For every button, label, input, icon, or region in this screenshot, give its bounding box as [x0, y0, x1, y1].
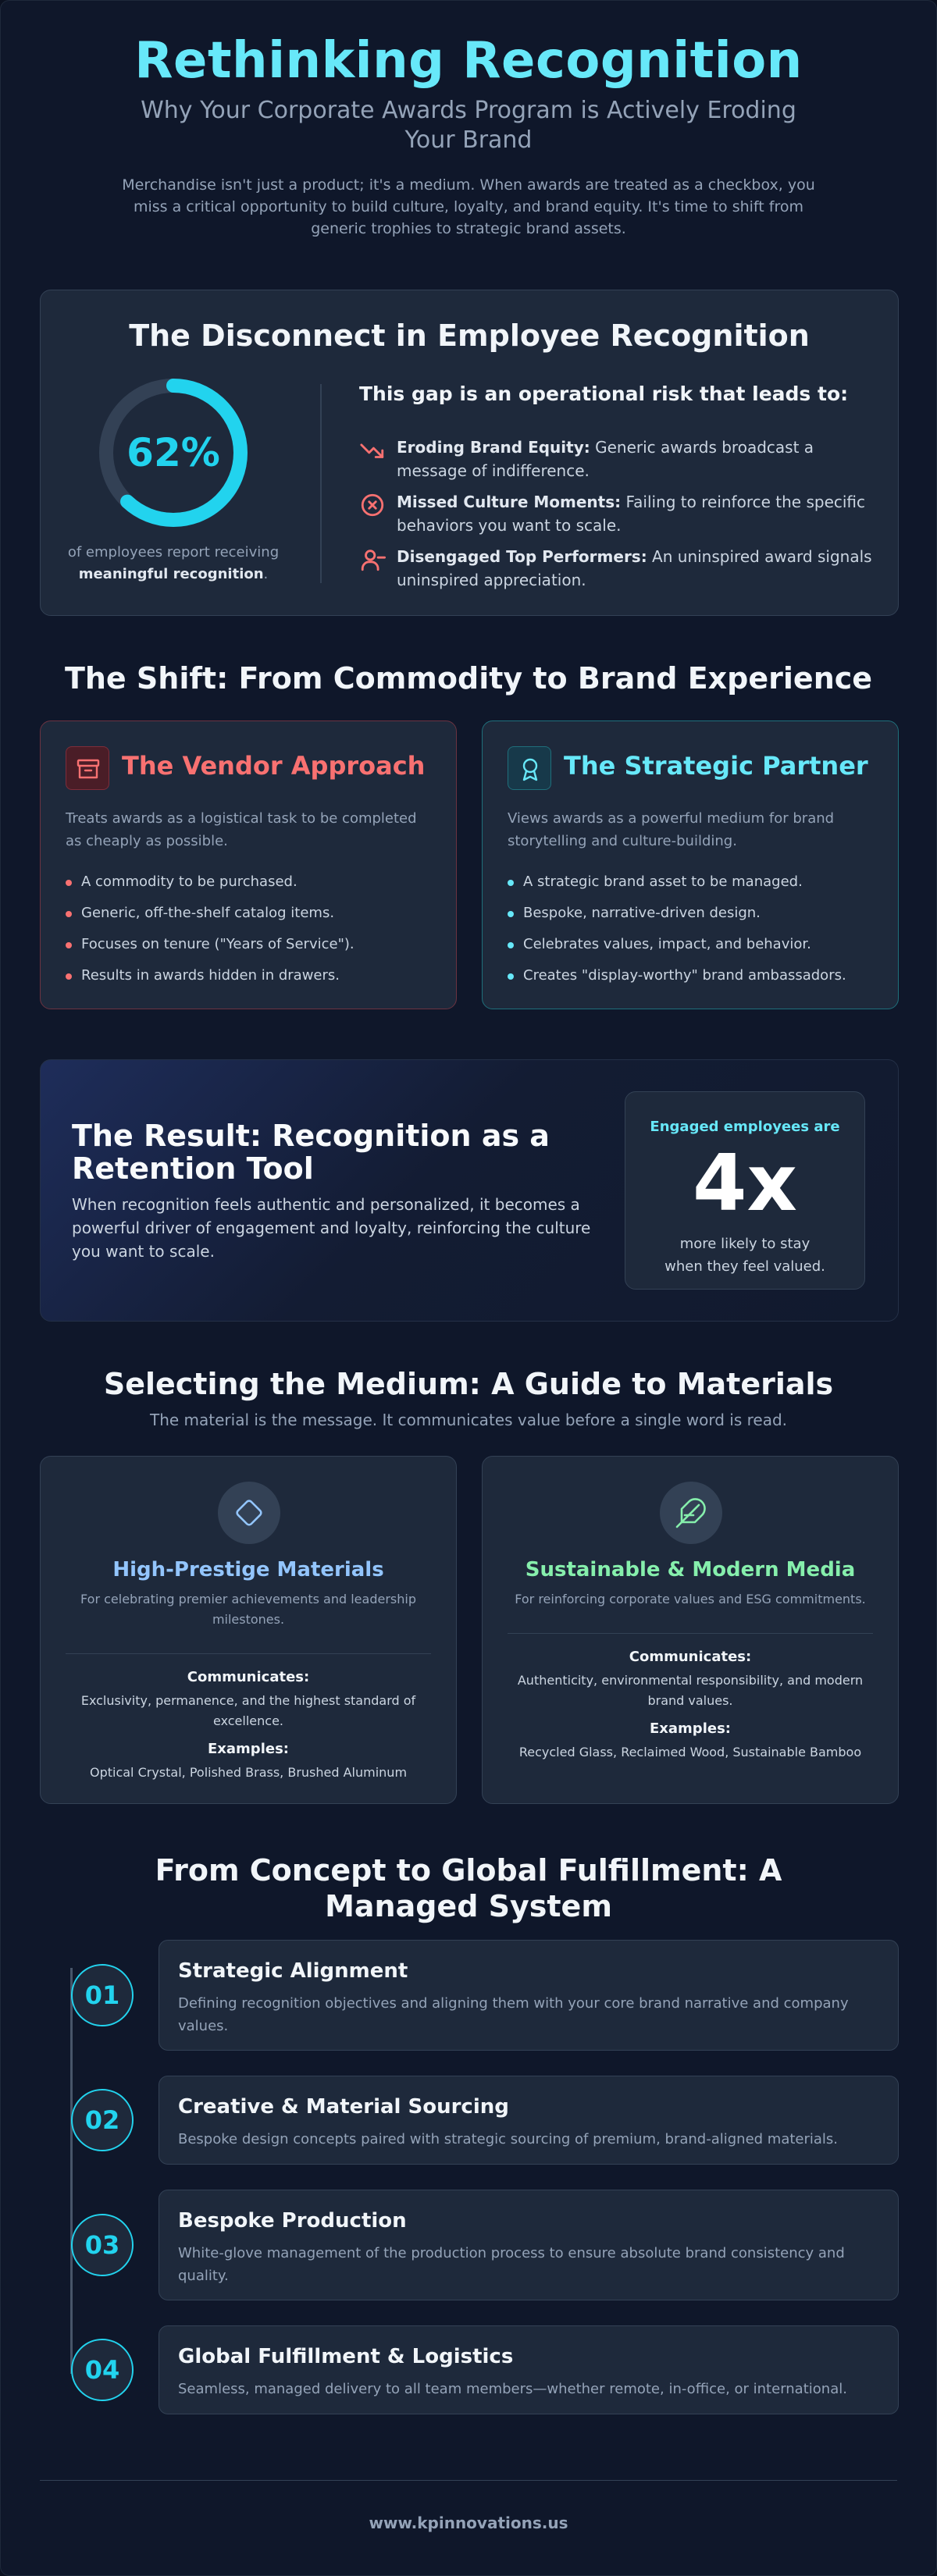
ring-percentage: 62%	[126, 430, 220, 475]
ring-caption	[56, 542, 290, 585]
step-card	[159, 2076, 899, 2165]
footer-divider	[40, 2480, 897, 2481]
caption-text: of employees report receiving	[67, 544, 280, 560]
bullet-dot	[66, 911, 72, 917]
process-title: From Concept to Global Fulfillment: A Managed System	[155, 1853, 782, 1923]
partner-list	[508, 866, 882, 991]
strategic-partner-card	[482, 720, 899, 1009]
diamond-icon	[218, 1482, 280, 1544]
material-title: Sustainable & Modern Media	[525, 1558, 856, 1582]
vendor-desc: Treats awards as a logistical task to be completed as cheaply as possible.	[66, 810, 417, 849]
list-item-text: Focuses on tenure ("Years of Service").	[81, 936, 354, 952]
examples-value: Recycled Glass, Reclaimed Wood, Sustainable Bamboo	[518, 1745, 862, 1759]
vertical-divider	[320, 384, 322, 583]
step-desc: White-glove management of the production process to ensure absolute brand consistency and quality.	[178, 2245, 845, 2284]
trend-down-icon	[359, 437, 386, 464]
material-desc: For celebrating premier achievements and leadership milestones.	[80, 1592, 416, 1627]
result-title: The Result: Recognition as a Retention Tool	[72, 1119, 550, 1186]
step-number: 04	[71, 2339, 134, 2401]
step-desc: Defining recognition objectives and aligning them with your core brand narrative and company values.	[178, 1995, 849, 2034]
risk-desc: An uninspired award signals uninspired appreciation.	[397, 547, 872, 589]
materials-title: Selecting the Medium: A Guide to Materials	[103, 1367, 834, 1401]
disconnect-title: The Disconnect in Employee Recognition	[129, 318, 810, 353]
retention-stat-box	[625, 1091, 865, 1290]
risk-label: Eroding Brand Equity:	[397, 438, 590, 457]
risk-text	[397, 436, 875, 482]
archive-box-icon	[66, 746, 109, 790]
timeline-line	[70, 1968, 73, 2374]
list-item	[66, 960, 440, 991]
list-item-text: Celebrates values, impact, and behavior.	[523, 936, 811, 952]
step-title: Bespoke Production	[178, 2209, 407, 2233]
list-item	[66, 866, 440, 898]
materials-subtitle: The material is the message. It communicates value before a single word is read.	[149, 1411, 787, 1429]
list-item-text: Results in awards hidden in drawers.	[81, 967, 340, 984]
step-desc: Seamless, managed delivery to all team members—whether remote, in-office, or international.	[178, 2381, 847, 2397]
shift-title: The Shift: From Commodity to Brand Experience	[64, 661, 873, 696]
caption-end: .	[263, 566, 269, 582]
footer-url[interactable]: www.kpinnovations.us	[369, 2514, 568, 2532]
list-item-text: Generic, off-the-shelf catalog items.	[81, 905, 335, 921]
examples-label: Examples:	[650, 1720, 731, 1737]
caption-bold: meaningful recognition	[78, 566, 264, 582]
step-title: Creative & Material Sourcing	[178, 2095, 509, 2119]
page-subtitle: Why Your Corporate Awards Program is Actively Eroding Your Brand	[141, 97, 796, 154]
vendor-approach-card	[40, 720, 457, 1009]
stat-label: Engaged employees are	[650, 1119, 840, 1135]
page-title: Rethinking Recognition	[134, 32, 803, 90]
stat-value: 4x	[692, 1137, 798, 1229]
prestige-materials-card	[40, 1456, 457, 1804]
material-title: High-Prestige Materials	[112, 1558, 384, 1582]
list-item	[508, 929, 882, 960]
intro-paragraph: Merchandise isn't just a product; it's a medium. When awards are treated as a checkbox, you miss a critical opportunity to build culture, loyalty, and brand equity. It's time to shift from generic trophies to strategic brand assets.	[122, 176, 815, 237]
sustainable-materials-card	[482, 1456, 899, 1804]
partner-desc: Views awards as a powerful medium for brand storytelling and culture-building.	[508, 810, 835, 849]
examples-label: Examples:	[208, 1741, 289, 1757]
step-number: 01	[71, 1964, 134, 2026]
step-card	[159, 1940, 899, 2051]
list-item	[66, 898, 440, 929]
step-card	[159, 2190, 899, 2300]
risk-label: Disengaged Top Performers:	[397, 547, 647, 566]
step-desc: Bespoke design concepts paired with strategic sourcing of premium, brand-aligned materials.	[178, 2131, 839, 2147]
list-item-text: Bespoke, narrative-driven design.	[523, 905, 761, 921]
list-item	[66, 929, 440, 960]
material-desc: For reinforcing corporate values and ESG commitments.	[515, 1592, 866, 1606]
result-section	[40, 1059, 899, 1322]
partner-title: The Strategic Partner	[564, 751, 868, 781]
communicates-value: Exclusivity, permanence, and the highest standard of excellence.	[80, 1693, 416, 1728]
bullet-dot	[508, 942, 514, 948]
vendor-title: The Vendor Approach	[122, 751, 426, 781]
list-item	[508, 898, 882, 929]
step-title: Strategic Alignment	[178, 1959, 408, 1983]
bullet-dot	[66, 942, 72, 948]
risk-desc: Generic awards broadcast a message of indifference.	[397, 438, 814, 480]
risk-heading: This gap is an operational risk that leads to:	[359, 382, 849, 405]
risk-text	[397, 545, 875, 592]
communicates-label: Communicates:	[187, 1669, 310, 1685]
x-circle-icon	[359, 492, 386, 518]
risk-desc: Failing to reinforce the specific behaviors you want to scale.	[397, 493, 866, 535]
list-item-text: A commodity to be purchased.	[81, 873, 297, 890]
user-minus-icon	[359, 546, 386, 573]
result-text: When recognition feels authentic and personalized, it becomes a powerful driver of engagement and loyalty, reinforcing the culture you want to scale.	[72, 1195, 591, 1261]
risk-label: Missed Culture Moments:	[397, 493, 622, 511]
list-item	[508, 960, 882, 991]
communicates-label: Communicates:	[629, 1649, 752, 1665]
bullet-dot	[508, 973, 514, 980]
list-item	[508, 866, 882, 898]
step-number: 02	[71, 2089, 134, 2151]
list-item-text: Creates "display-worthy" brand ambassadors.	[523, 967, 846, 984]
divider	[508, 1633, 873, 1634]
bullet-dot	[66, 973, 72, 980]
disconnect-section	[40, 290, 899, 616]
stat-caption	[625, 1233, 864, 1278]
bullet-dot	[508, 880, 514, 886]
step-number: 03	[71, 2214, 134, 2276]
divider	[66, 1653, 431, 1654]
bullet-dot	[66, 880, 72, 886]
examples-value: Optical Crystal, Polished Brass, Brushed Aluminum	[89, 1765, 408, 1780]
award-ribbon-icon	[508, 746, 551, 790]
step-title: Global Fulfillment & Logistics	[178, 2345, 514, 2368]
list-item-text: A strategic brand asset to be managed.	[523, 873, 803, 890]
bullet-dot	[508, 911, 514, 917]
risk-text	[397, 490, 875, 537]
stat-caption-line: more likely to stay	[679, 1236, 811, 1252]
recognition-ring-chart	[95, 375, 251, 531]
communicates-value: Authenticity, environmental responsibility, and modern brand values.	[517, 1673, 864, 1708]
vendor-list	[66, 866, 440, 991]
leaf-feather-icon	[660, 1482, 722, 1544]
stat-caption-line: when they feel valued.	[664, 1258, 825, 1275]
step-card	[159, 2325, 899, 2414]
